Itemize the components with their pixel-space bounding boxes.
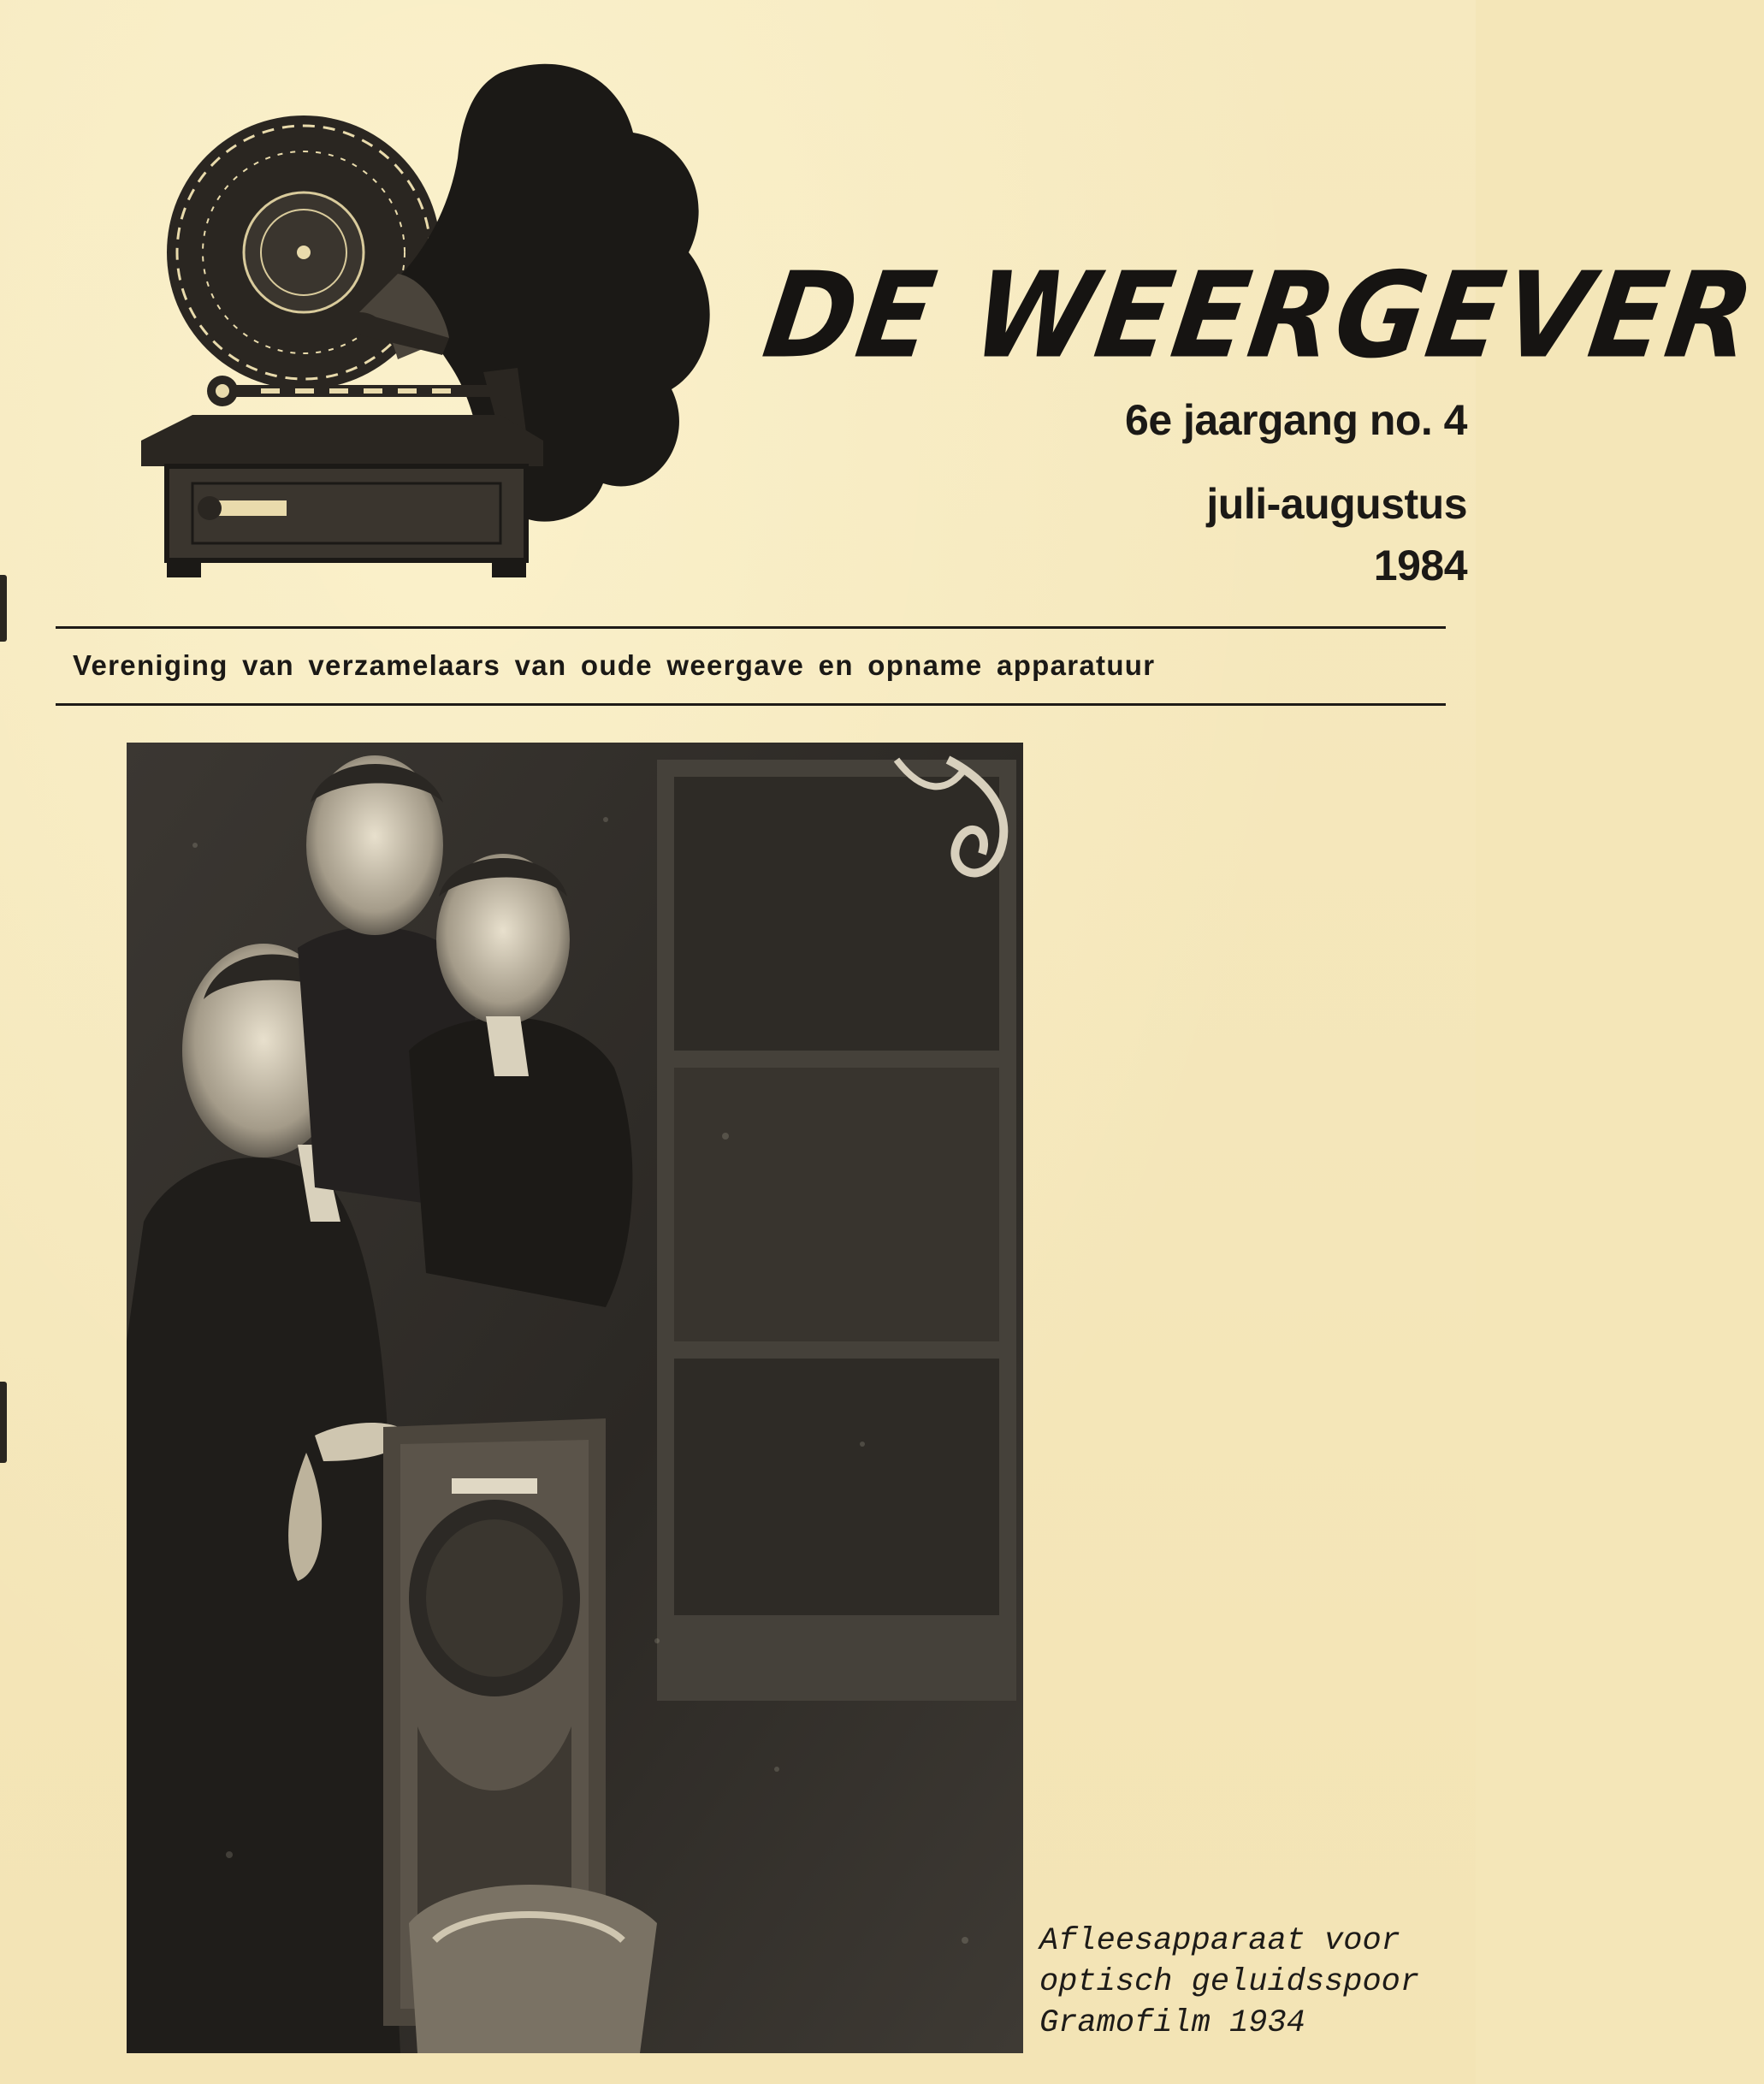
photo-caption <box>1039 1921 1471 2044</box>
top-rule <box>56 626 1446 629</box>
caption-line-3: Gramofilm 1934 <box>1039 2005 1305 2041</box>
volume-number: 6e jaargang no. 4 <box>1125 396 1467 444</box>
issue-year: 1984 <box>1373 542 1467 589</box>
caption-line-1: Afleesapparaat voor <box>1039 1923 1400 1959</box>
caption-line-2: optisch geluidsspoor <box>1039 1964 1420 2000</box>
phonograph-icon <box>141 56 740 586</box>
staple-mark-top <box>0 575 7 642</box>
cover-photograph <box>127 743 1023 2053</box>
staple-mark-bottom <box>0 1382 7 1463</box>
bottom-rule <box>56 703 1446 706</box>
association-subtitle: Vereniging van verzamelaars van oude weergave en opname apparatuur <box>73 649 1156 681</box>
issue-months: juli-augustus <box>1206 480 1467 528</box>
masthead-title: DE WEERGEVER <box>755 247 1763 385</box>
issue-info <box>988 389 1467 596</box>
